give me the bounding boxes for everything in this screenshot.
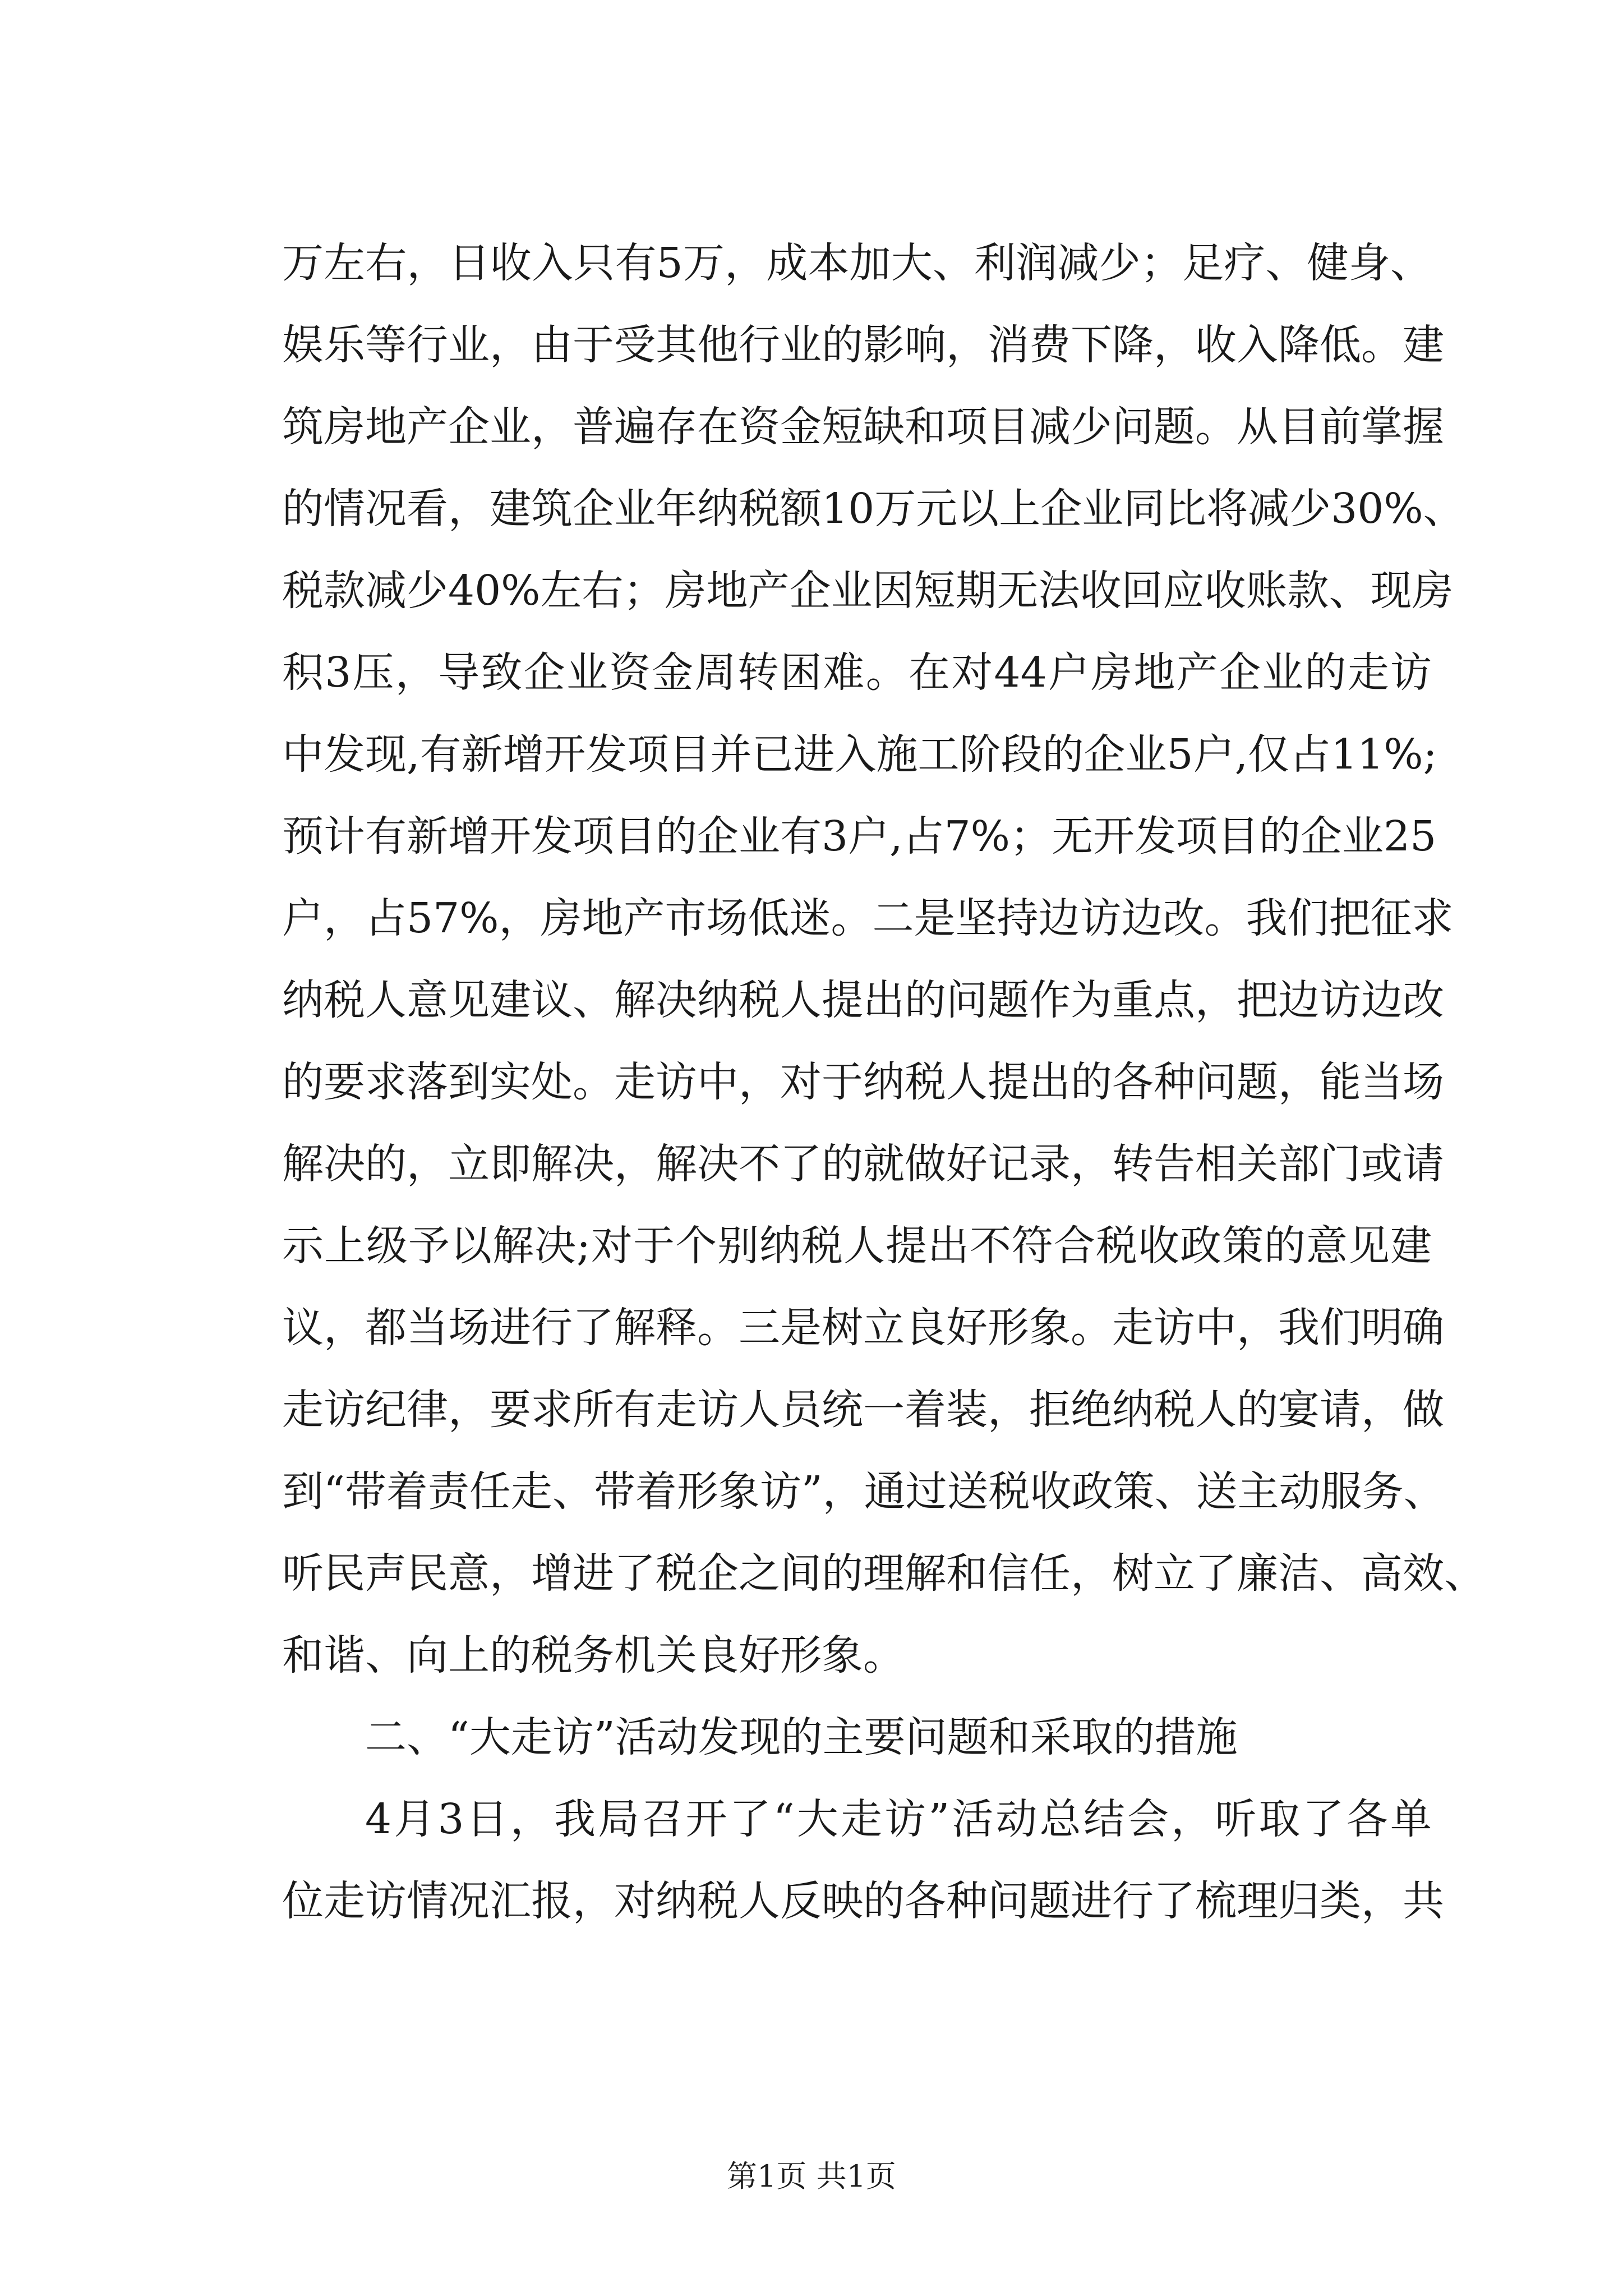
text-line: 中发现,有新增开发项目并已进入施工阶段的企业5户,仅占11%; (282, 730, 1437, 779)
text-line: 议，都当场进行了解释。三是树立良好形象。走访中，我们明确 (282, 1304, 1444, 1352)
text-line: 位走访情况汇报，对纳税人反映的各种问题进行了梳理归类，共 (282, 1877, 1444, 1925)
text-line: 到“带着责任走、带着形象访”，通过送税收政策、送主动服务、 (282, 1467, 1445, 1516)
text-line: 纳税人意见建议、解决纳税人提出的问题作为重点，把边访边改 (282, 976, 1444, 1024)
text-line: 的要求落到实处。走访中，对于纳税人提出的各种问题，能当场 (282, 1058, 1444, 1106)
page-number: 第1页 共1页 (727, 2159, 896, 2194)
text-line: 户，占57%，房地产市场低迷。二是坚持边访边改。我们把征求 (282, 894, 1454, 942)
text-line: 积3压，导致企业资金周转困难。在对44户房地产企业的走访 (282, 648, 1432, 697)
text-line: 示上级予以解决;对于个别纳税人提出不符合税收政策的意见建 (282, 1222, 1432, 1270)
text-line: 万左右，日收入只有5万，成本加大、利润减少；足疗、健身、 (282, 239, 1432, 287)
text-line: 4月3日，我局召开了“大走访”活动总结会，听取了各单 (365, 1795, 1432, 1843)
text-line: 走访纪律，要求所有走访人员统一着装，拒绝纳税人的宴请，做 (282, 1386, 1444, 1434)
text-line-paragraph-end: 和谐、向上的税务机关良好形象。 (282, 1631, 905, 1680)
text-line: 税款减少40%左右；房地产企业因短期无法收回应收账款、现房 (282, 567, 1454, 615)
text-line: 听民声民意，增进了税企之间的理解和信任，树立了廉洁、高效、 (282, 1549, 1486, 1598)
text-line: 预计有新增开发项目的企业有3户,占7%；无开发项目的企业25 (282, 812, 1437, 861)
document-body (282, 222, 1486, 1942)
text-line: 娱乐等行业，由于受其他行业的影响，消费下降，收入降低。建 (282, 321, 1444, 369)
section-heading: 二、“大走访”活动发现的主要问题和采取的措施 (365, 1713, 1238, 1761)
text-line: 筑房地产企业，普遍存在资金短缺和项目减少问题。从目前掌握 (282, 403, 1444, 451)
text-line: 的情况看，建筑企业年纳税额10万元以上企业同比将减少30%、 (282, 485, 1465, 533)
text-line: 解决的，立即解决，解决不了的就做好记录，转告相关部门或请 (282, 1140, 1444, 1188)
page-footer (0, 2154, 1623, 2199)
